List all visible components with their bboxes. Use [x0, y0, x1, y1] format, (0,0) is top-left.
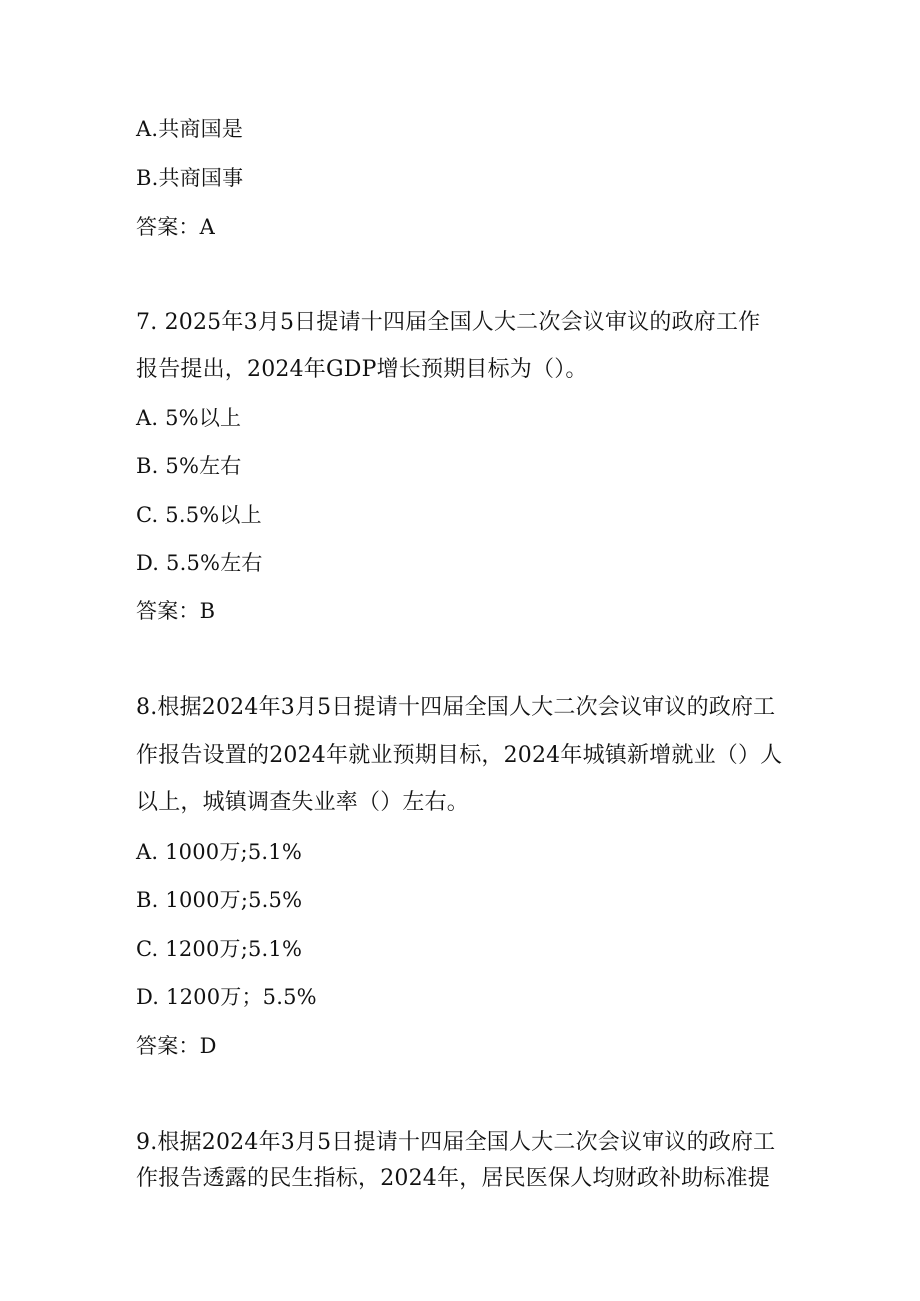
q7-answer: 答案：B [136, 599, 216, 623]
q7-option-c: C. 5.5%以上 [136, 503, 262, 527]
q7-option-a: A. 5%以上 [136, 406, 242, 430]
q8-stem-line-3: 以上，城镇调查失业率（）左右。 [136, 790, 470, 815]
q8-option-b: B. 1000万;5.5% [136, 888, 303, 912]
q7-stem-line-2: 报告提出，2024年GDP增长预期目标为（）。 [136, 357, 588, 382]
q7-option-d: D. 5.5%左右 [136, 551, 263, 575]
q9-stem-line-1: 9.根据2024年3月5日提请十四届全国人大二次会议审议的政府工 [136, 1130, 776, 1155]
q7-stem-line-1: 7. 2025年3月5日提请十四届全国人大二次会议审议的政府工作 [136, 310, 761, 335]
q8-option-a: A. 1000万;5.1% [136, 840, 302, 864]
q6-answer: 答案：A [136, 215, 215, 239]
q9-stem-line-2: 作报告透露的民生指标，2024年，居民医保人均财政补助标准提 [136, 1166, 770, 1191]
q8-answer: 答案：D [136, 1034, 217, 1058]
q7-option-b: B. 5%左右 [136, 454, 242, 478]
q8-stem-line-1: 8.根据2024年3月5日提请十四届全国人大二次会议审议的政府工 [136, 695, 776, 720]
q8-stem-line-2: 作报告设置的2024年就业预期目标，2024年城镇新增就业（）人 [136, 743, 783, 768]
q6-option-b: B.共商国事 [136, 166, 244, 190]
q6-option-a: A.共商国是 [136, 117, 244, 141]
q8-option-c: C. 1200万;5.1% [136, 937, 303, 961]
q8-option-d: D. 1200万；5.5% [136, 985, 317, 1009]
